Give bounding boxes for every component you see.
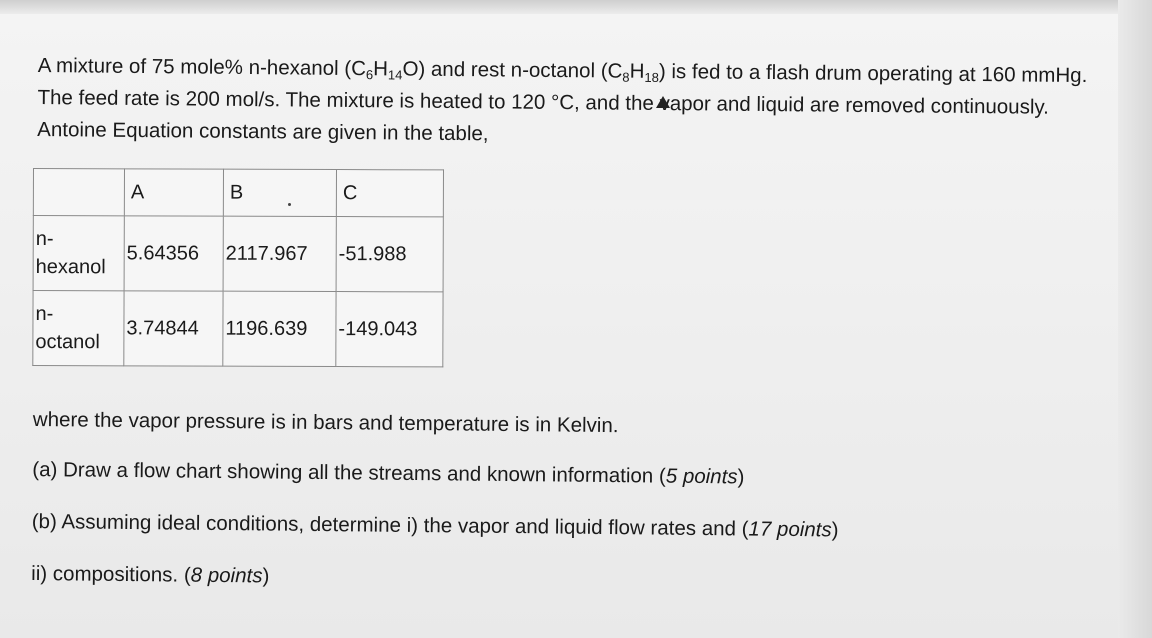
problem-text-a: A mixture of 75 mole% n-hexanol (C [37, 53, 367, 81]
table-header-cell [33, 169, 124, 216]
table-header-cell: A [124, 169, 223, 216]
part-b2-close: ) [262, 564, 270, 588]
table-header-cell: B [223, 169, 336, 216]
problem-statement [37, 50, 1098, 156]
table-cell: -149.043 [336, 292, 443, 367]
part-b-text: (b) Assuming ideal conditions, determine i) the vapor and liquid flow rates and ( [31, 509, 749, 541]
table-row [33, 291, 443, 367]
part-b2-points: 8 points [190, 563, 263, 588]
mouse-cursor-icon [656, 96, 670, 108]
table-row [33, 216, 443, 292]
table-cell-component: n- octanol [33, 291, 124, 366]
subscript-hexanol-h: 14 [387, 67, 403, 83]
page-top-edge [0, 0, 1152, 14]
part-b2-question [31, 559, 1031, 599]
units-note: where the vapor pressure is in bars and temperature is in Kelvin. [32, 407, 619, 438]
table-cell-component: n- hexanol [33, 216, 124, 291]
part-a-points: 5 points [665, 464, 738, 489]
table-header-row [33, 169, 443, 217]
subscript-octanol-h: 18 [644, 69, 659, 85]
problem-text-b: H [373, 57, 389, 81]
stray-dot-mark [288, 203, 291, 206]
part-b-question [32, 507, 1032, 547]
part-a-close: ) [737, 465, 745, 489]
table-cell: 5.64356 [124, 216, 223, 291]
part-a-question [32, 455, 1032, 495]
question-parts [31, 405, 1033, 621]
subscript-hexanol-c: 6 [365, 67, 374, 83]
table-cell: 2117.967 [223, 216, 336, 291]
problem-text-e: ) is fed to a flash drum operating at 160 mmHg. The feed rate is 200 mol/s. The mixture is heated to 120 °C, and the vapor and liquid are removed continuously. Antoine Equation constants are given in the table, [37, 59, 1088, 146]
part-b2-text: ii) compositions. ( [31, 561, 191, 587]
table-cell: -51.988 [336, 217, 443, 292]
subscript-octanol-c: 8 [622, 69, 630, 85]
antoine-constants-table [32, 168, 444, 367]
page-right-edge [1118, 0, 1152, 638]
table-header-cell: C [336, 170, 443, 217]
antoine-table-container [32, 168, 444, 367]
part-b-points: 17 points [748, 517, 832, 542]
part-a-text: (a) Draw a flow chart showing all the streams and known information ( [32, 457, 666, 488]
part-b-close: ) [831, 518, 839, 542]
problem-text-d: H [629, 59, 645, 83]
problem-text-c: O) and rest n-octanol (C [402, 57, 623, 83]
table-cell: 3.74844 [124, 291, 223, 366]
table-cell: 1196.639 [223, 291, 336, 366]
